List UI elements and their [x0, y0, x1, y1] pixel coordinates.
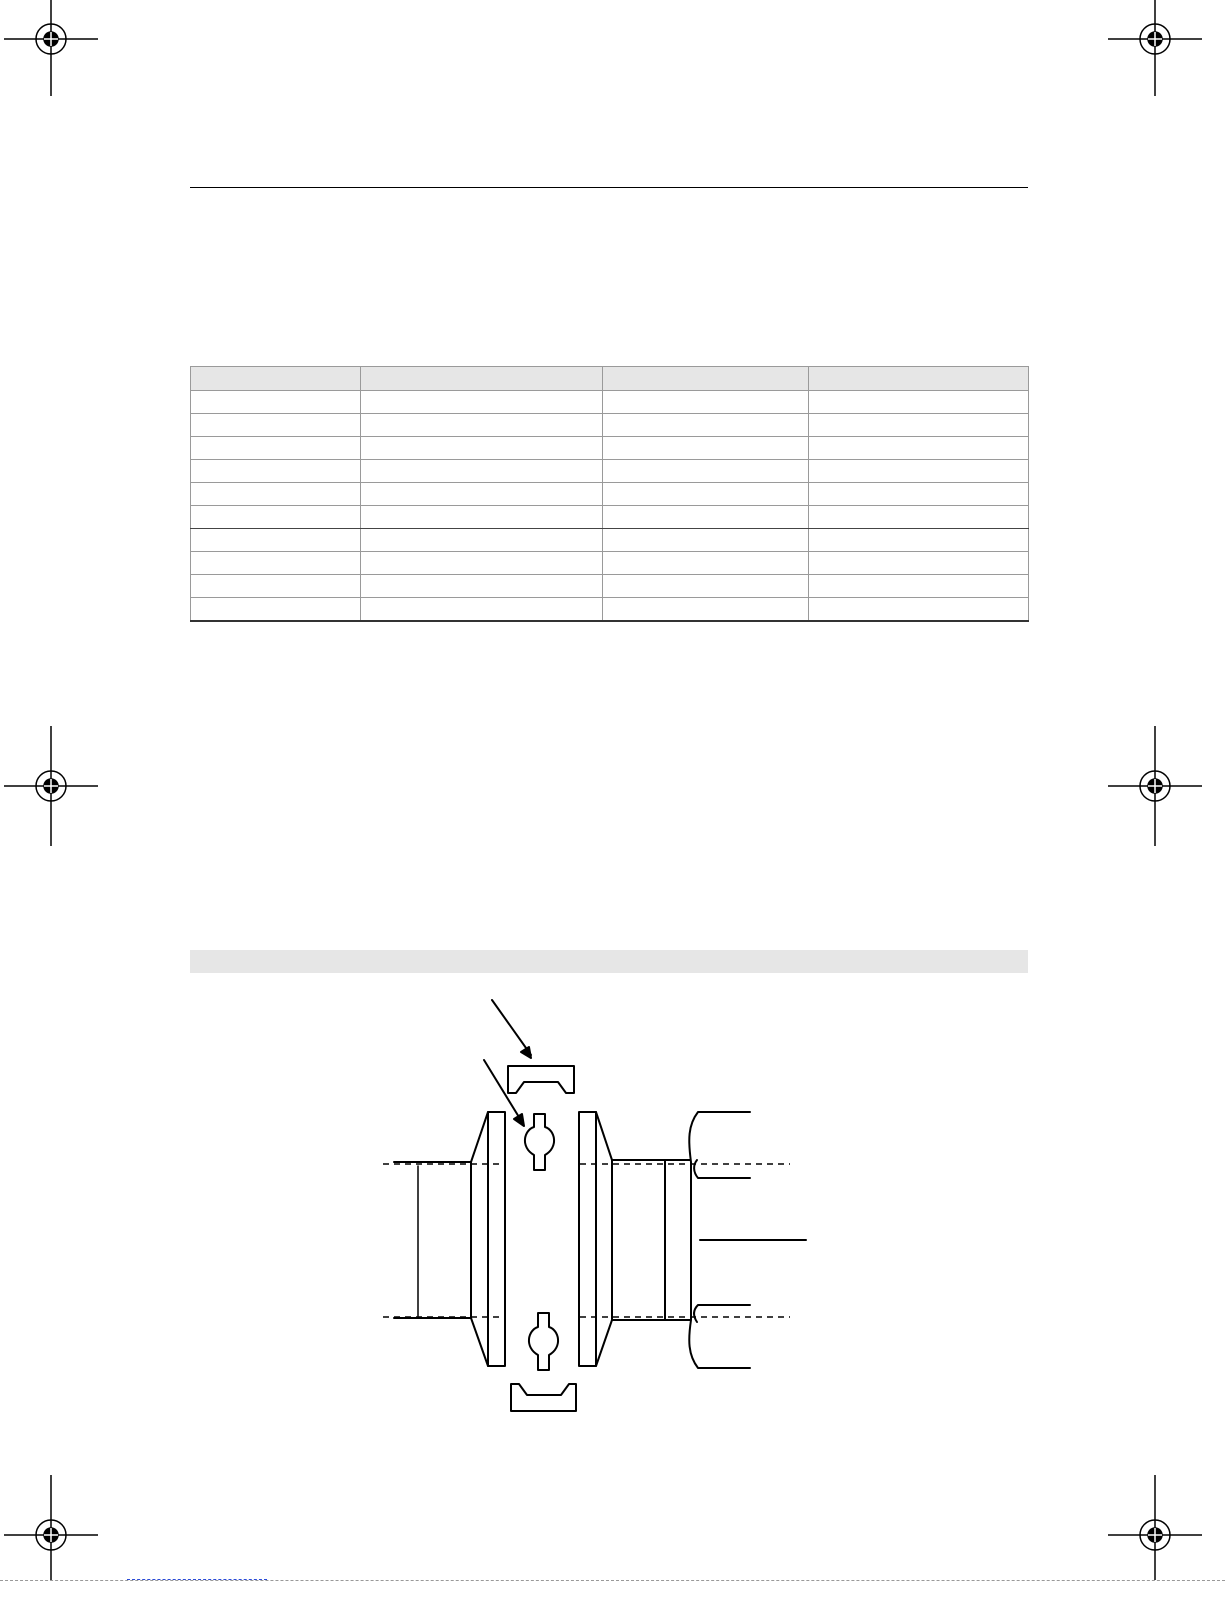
- header-rule: [190, 187, 1028, 188]
- table-cell: [809, 391, 1029, 414]
- table-header-cell: [603, 367, 809, 391]
- registration-mark-top-left: [0, 0, 116, 104]
- table-cell: [361, 529, 603, 552]
- table-cell: [191, 506, 361, 529]
- table-cell: [191, 529, 361, 552]
- table-cell: [809, 483, 1029, 506]
- table-cell: [361, 437, 603, 460]
- table-cell: [603, 391, 809, 414]
- table-row: [191, 437, 1029, 460]
- table-cell: [361, 506, 603, 529]
- table-cell: [603, 529, 809, 552]
- registration-mark-top-right: [1090, 0, 1220, 104]
- table-row: [191, 552, 1029, 575]
- ferrule-left: [394, 1112, 505, 1366]
- table-cell: [603, 437, 809, 460]
- table-cell: [361, 483, 603, 506]
- footer-crop-line: [0, 1580, 1225, 1581]
- clamp-bottom: [511, 1384, 576, 1411]
- figure-caption-band: [190, 950, 1028, 973]
- table-cell: [809, 506, 1029, 529]
- table-cell: [191, 437, 361, 460]
- clamp-fitting-diagram: [370, 990, 830, 1420]
- ferrule-right: [579, 1112, 690, 1366]
- table-cell: [809, 598, 1029, 622]
- table-row: [191, 529, 1029, 552]
- table-cell: [191, 391, 361, 414]
- table-cell: [191, 575, 361, 598]
- table-row: [191, 483, 1029, 506]
- table-cell: [361, 460, 603, 483]
- table-cell: [603, 483, 809, 506]
- leader-arrow-clamp: [492, 1000, 531, 1058]
- table-cell: [809, 460, 1029, 483]
- table-cell: [361, 414, 603, 437]
- table-cell: [809, 529, 1029, 552]
- table-row: [191, 460, 1029, 483]
- table-cell: [191, 483, 361, 506]
- registration-mark-mid-left: [0, 721, 116, 851]
- table-cell: [361, 575, 603, 598]
- table-cell: [809, 552, 1029, 575]
- table-cell: [191, 414, 361, 437]
- gasket-top: [525, 1114, 554, 1170]
- table-cell: [809, 575, 1029, 598]
- table-row: [191, 506, 1029, 529]
- table-header-cell: [191, 367, 361, 391]
- footer-link-underline[interactable]: [127, 1578, 267, 1580]
- clamp-top: [508, 1066, 574, 1093]
- table-cell: [361, 552, 603, 575]
- table-cell: [361, 391, 603, 414]
- table-row: [191, 391, 1029, 414]
- gasket-bottom: [529, 1313, 558, 1370]
- table-cell: [603, 575, 809, 598]
- table-header-cell: [361, 367, 603, 391]
- table-header-row: [191, 367, 1029, 391]
- table-row: [191, 575, 1029, 598]
- table-cell: [191, 598, 361, 622]
- spec-table: [190, 366, 1029, 622]
- table-cell: [191, 460, 361, 483]
- table-cell: [603, 506, 809, 529]
- table-cell: [361, 598, 603, 622]
- table-cell: [603, 552, 809, 575]
- registration-mark-mid-right: [1090, 721, 1220, 851]
- table-cell: [809, 414, 1029, 437]
- table-cell: [809, 437, 1029, 460]
- table-cell: [603, 460, 809, 483]
- table-cell: [603, 414, 809, 437]
- table-row: [191, 414, 1029, 437]
- hex-nut-fitting: [689, 1112, 806, 1368]
- table-cell: [603, 598, 809, 622]
- table-header-cell: [809, 367, 1029, 391]
- table-row: [191, 598, 1029, 622]
- table-cell: [191, 552, 361, 575]
